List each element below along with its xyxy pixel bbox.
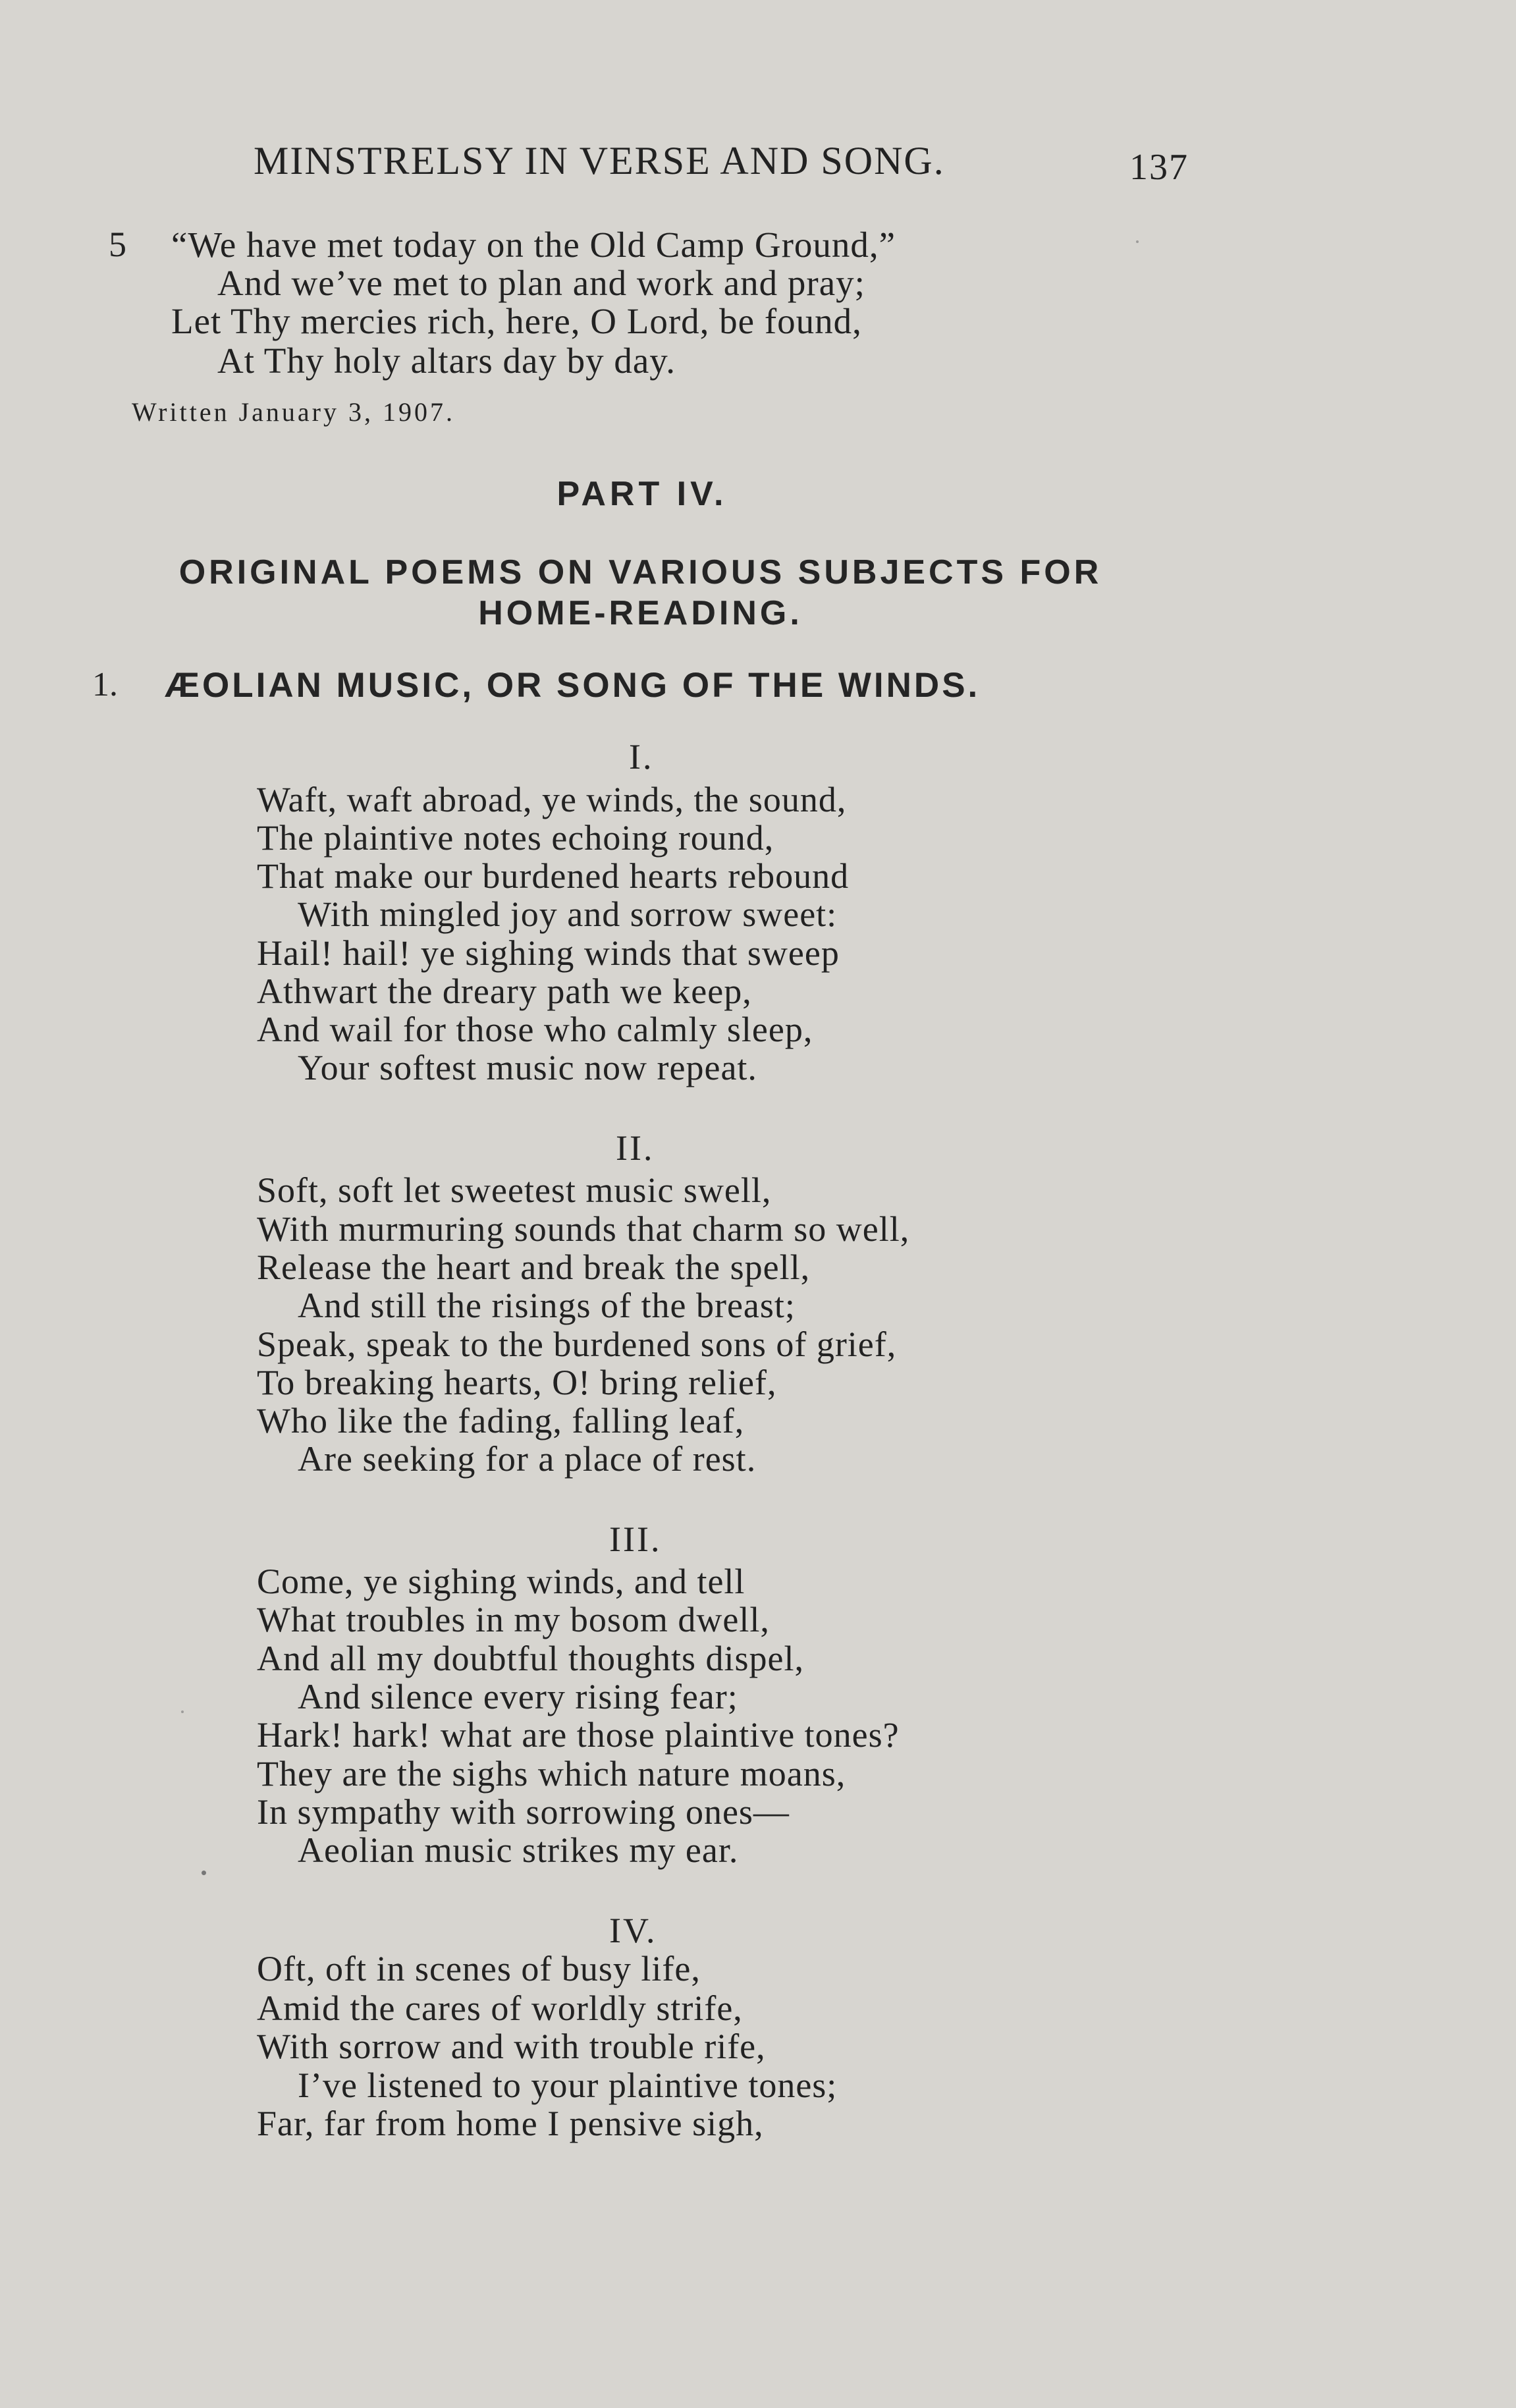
section-heading-line-1: ORIGINAL POEMS ON VARIOUS SUBJECTS FOR: [178, 553, 1102, 591]
verse-line: Hail! hail! ye sighing winds that sweep: [257, 933, 840, 973]
section-heading-line-2: HOME-READING.: [478, 594, 803, 632]
date-note: Written January 3, 1907.: [132, 397, 455, 427]
paper-speck: [202, 1871, 206, 1875]
verse-line: Release the heart and break the spell,: [257, 1247, 811, 1287]
stanza-numeral: II.: [616, 1128, 655, 1168]
verse-line: They are the sighs which nature moans,: [257, 1754, 846, 1793]
verse-line: With sorrow and with trouble rife,: [257, 2027, 766, 2066]
verse-line: At Thy holy altars day by day.: [217, 341, 676, 381]
verse-line: Hark! hark! what are those plaintive tones?: [257, 1715, 900, 1755]
verse-line: And wail for those who calmly sleep,: [257, 1010, 813, 1049]
verse-line: Far, far from home I pensive sigh,: [257, 2104, 764, 2143]
verse-line: Your softest music now repeat.: [298, 1048, 757, 1087]
verse-line: That make our burdened hearts rebound: [257, 856, 850, 896]
verse-line: Let Thy mercies rich, here, O Lord, be found,: [171, 301, 862, 341]
verse-line: Amid the cares of worldly strife,: [257, 1988, 743, 2028]
stanza-numeral: III.: [609, 1519, 662, 1559]
verse-line: What troubles in my bosom dwell,: [257, 1600, 770, 1639]
running-title: MINSTRELSY IN VERSE AND SONG.: [254, 139, 945, 182]
verse-line: In sympathy with sorrowing ones—: [257, 1792, 790, 1832]
verse-line: And still the risings of the breast;: [298, 1286, 796, 1325]
verse-line: Aeolian music strikes my ear.: [298, 1830, 739, 1870]
verse-line: And all my doubtful thoughts dispel,: [257, 1639, 804, 1678]
verse-line: Who like the fading, falling leaf,: [257, 1401, 745, 1440]
verse-line: Come, ye sighing winds, and tell: [257, 1562, 745, 1601]
verse-line: Oft, oft in scenes of busy life,: [257, 1949, 701, 1988]
paper-speck: [181, 1710, 184, 1713]
verse-line: With mingled joy and sorrow sweet:: [298, 894, 838, 934]
verse-line: Are seeking for a place of rest.: [298, 1439, 757, 1479]
poem-number: 1.: [92, 666, 118, 703]
stanza-numeral: I.: [629, 737, 654, 777]
verse-line: I’ve listened to your plaintive tones;: [298, 2066, 838, 2105]
part-heading: PART IV.: [556, 475, 728, 513]
stanza-number: 5: [109, 225, 126, 264]
verse-line: Athwart the dreary path we keep,: [257, 971, 752, 1011]
verse-line: To breaking hearts, O! bring relief,: [257, 1363, 777, 1402]
verse-line: Waft, waft abroad, ye winds, the sound,: [257, 780, 847, 819]
section-heading: [115, 552, 1166, 634]
verse-line: And we’ve met to plan and work and pray;: [217, 263, 865, 303]
verse-line: “We have met today on the Old Camp Ground,”: [171, 225, 896, 265]
poem-title: ÆOLIAN MUSIC, OR SONG OF THE WINDS.: [165, 666, 981, 705]
verse-line: The plaintive notes echoing round,: [257, 818, 774, 858]
running-header: [254, 132, 1189, 188]
verse-line: With murmuring sounds that charm so well,: [257, 1209, 910, 1249]
verse-line: And silence every rising fear;: [298, 1677, 738, 1716]
stanza-numeral: IV.: [609, 1911, 657, 1950]
page-number: 137: [1129, 147, 1189, 188]
verse-line: Speak, speak to the burdened sons of grief,: [257, 1325, 897, 1364]
verse-line: Soft, soft let sweetest music swell,: [257, 1170, 772, 1210]
paper-speck: [1136, 240, 1139, 243]
